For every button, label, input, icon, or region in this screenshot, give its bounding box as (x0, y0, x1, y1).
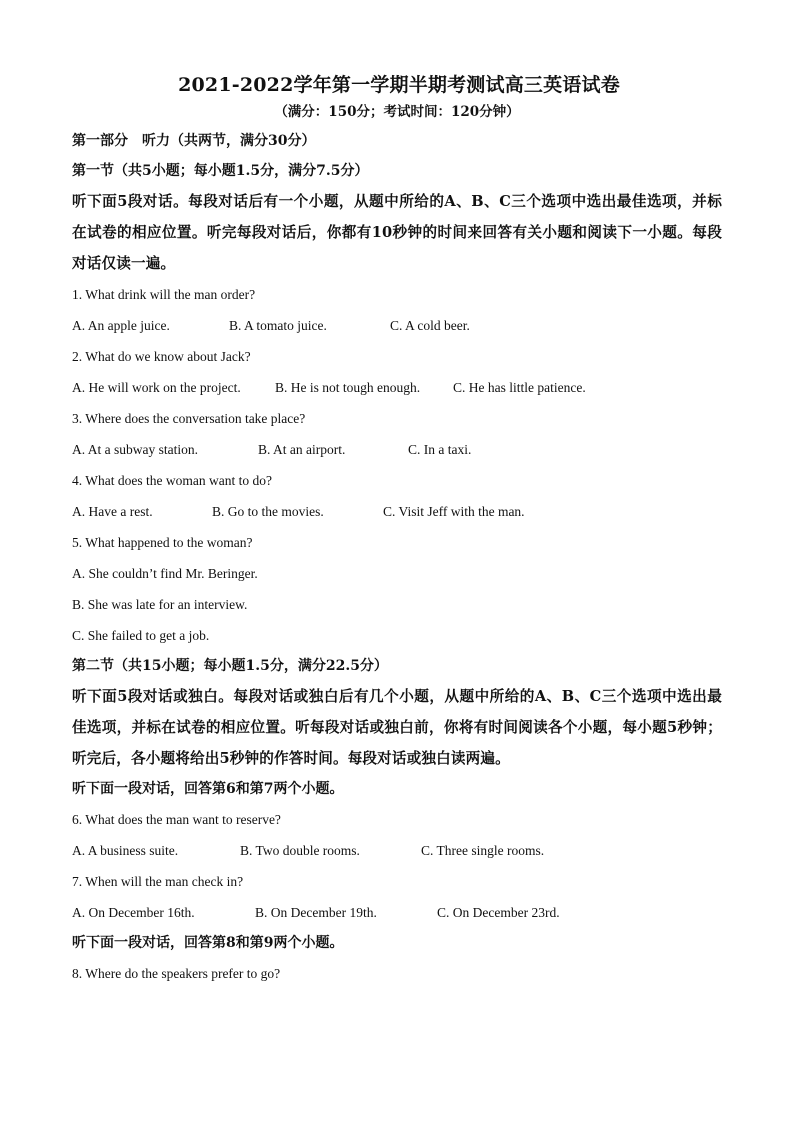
part1-text: 听力（共两节，满分30分） (142, 133, 316, 149)
part1-heading (72, 126, 722, 156)
part1-label: 第一部分 (72, 133, 128, 149)
group-heading-6-7: 听下面一段对话，回答第6和第7两个小题。 (72, 781, 344, 797)
option-a: A. A business suite. (72, 843, 179, 858)
option-a: A. At a subway station. (72, 442, 198, 457)
option-c: C. A cold beer. (390, 318, 470, 333)
option-a: A. On December 16th. (72, 905, 195, 920)
option-c: C. Visit Jeff with the man. (383, 504, 525, 519)
question-2: 2. What do we know about Jack? (72, 349, 251, 364)
question-3: 3. Where does the conversation take place? (72, 411, 306, 426)
question-5-option-b: B. She was late for an interview. (72, 597, 248, 612)
question-2-options (72, 372, 722, 403)
option-c: C. Three single rooms. (421, 843, 545, 858)
question-1: 1. What drink will the man order? (72, 287, 256, 302)
option-b: B. He is not tough enough. (275, 380, 421, 395)
option-a: A. An apple juice. (72, 318, 170, 333)
option-a: A. Have a rest. (72, 504, 153, 519)
question-5-option-c: C. She failed to get a job. (72, 628, 210, 643)
question-3-options (72, 434, 722, 465)
section1-instruction: 听下面5段对话。每段对话后有一个小题，从题中所给的A、B、C三个选项中选出最佳选项，并标在试卷的相应位置。听完每段对话后，你都有10秒钟的时间来回答有关小题和阅读下一小题。每段对话仅读一遍。 (72, 193, 722, 272)
option-a: A. He will work on the project. (72, 380, 241, 395)
question-4: 4. What does the woman want to do? (72, 473, 272, 488)
exam-page (72, 70, 722, 989)
page-title: 2021-2022学年第一学期半期考测试高三英语试卷 (178, 74, 620, 96)
question-8: 8. Where do the speakers prefer to go? (72, 966, 281, 981)
section1-heading: 第一节（共5小题；每小题1.5分，满分7.5分） (72, 163, 369, 179)
question-5-option-a: A. She couldn’t find Mr. Beringer. (72, 566, 258, 581)
question-5: 5. What happened to the woman? (72, 535, 253, 550)
section2-instruction: 听下面5段对话或独白。每段对话或独白后有几个小题，从题中所给的A、B、C三个选项中选出最佳选项，并标在试卷的相应位置。听每段对话或独白前，你将有时间阅读各个小题，每小题5秒钟；听完后，各小题将给出5秒钟的作答时间。每段对话或独白读两遍。 (72, 688, 722, 767)
option-c: C. In a taxi. (408, 442, 472, 457)
section2-heading: 第二节（共15小题；每小题1.5分，满分22.5分） (72, 658, 388, 674)
option-b: B. Two double rooms. (240, 843, 360, 858)
option-c: C. He has little patience. (453, 380, 586, 395)
option-c: C. On December 23rd. (437, 905, 560, 920)
option-b: B. At an airport. (258, 442, 346, 457)
group-heading-8-9: 听下面一段对话，回答第8和第9两个小题。 (72, 935, 344, 951)
question-7-options (72, 897, 722, 928)
question-6: 6. What does the man want to reserve? (72, 812, 281, 827)
option-b: B. On December 19th. (255, 905, 377, 920)
question-1-options (72, 310, 722, 341)
option-b: B. A tomato juice. (229, 318, 327, 333)
page-subtitle: （满分：150分；考试时间：120分钟） (274, 104, 520, 120)
question-6-options (72, 835, 722, 866)
question-4-options (72, 496, 722, 527)
question-7: 7. When will the man check in? (72, 874, 244, 889)
option-b: B. Go to the movies. (212, 504, 324, 519)
